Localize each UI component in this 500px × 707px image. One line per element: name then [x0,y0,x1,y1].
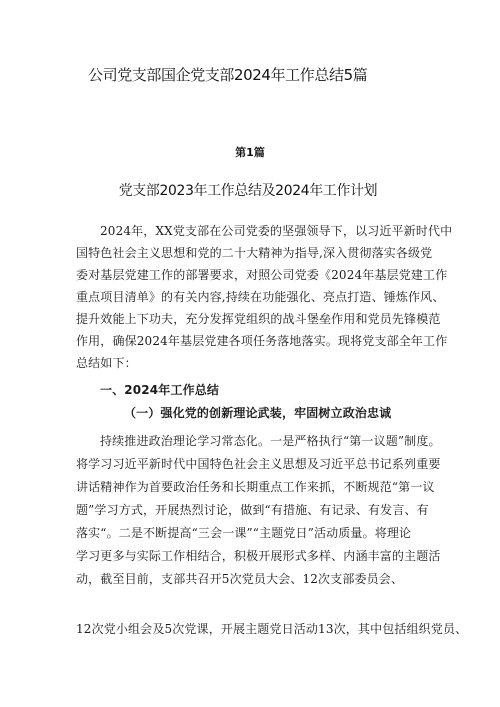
intro-line: 2024年，XX党支部在公司党委的坚强领导下，以习近平新时代中 [100,224,453,238]
intro-line: 重点项目清单》的有关内容,持续在功能强化、亮点打造、锤炼作风、 [76,290,445,304]
body-line: 动，截至目前，支部共召开5次党员大会、12次支部委员会、 [76,572,404,586]
body-line: 持续推进政治理论学习常态化。一是严格执行“第一议题”制度。 [100,434,441,448]
intro-line: 委对基层党建工作的部署要求，对照公司党委《2024年基层党建工作 [76,268,448,282]
intro-line: 作用，确保2024年基层党建各项任务落地落实。现将党支部全年工作 [76,334,448,348]
document-title: 公司党支部国企党支部2024年工作总结5篇 [88,66,368,84]
section-title: 党支部2023年工作总结及2024年工作计划 [118,183,378,199]
body-line-continued: 12次党小组会及5次党课，开展主题党日活动13次，其中包括组织党员、 [76,622,468,636]
body-line: 题”学习方式，开展热烈讨论，做到“有措施、有记录、有发言、有 [76,503,429,517]
body-line: 将学习习近平新时代中国特色社会主义思想及习近平总书记系列重要 [76,457,441,471]
heading-level-2: （一）强化党的创新理论武装，牢固树立政治忠诚 [124,406,392,420]
part-heading: 第1篇 [235,146,265,159]
body-line: 讲话精神作为首要政治任务和长期重点工作来抓，不断规范“第一议 [76,480,435,494]
intro-line: 提升效能上下功夫，充分发挥党组织的战斗堡垒作用和党员先锋模范 [76,312,441,326]
body-line: 学习更多与实际工作相结合，积极开展形式多样、内涵丰富的主题活 [76,549,441,563]
intro-line: 总结如下： [76,356,137,370]
heading-level-1: 一、2024年工作总结 [100,383,220,397]
intro-line: 国特色社会主义思想和党的二十大精神为指导,深入贯彻落实各级党 [76,246,433,260]
body-line: 落实“。二是不断提高“三会一课”“主题党日”活动质量。将理论 [76,526,412,540]
